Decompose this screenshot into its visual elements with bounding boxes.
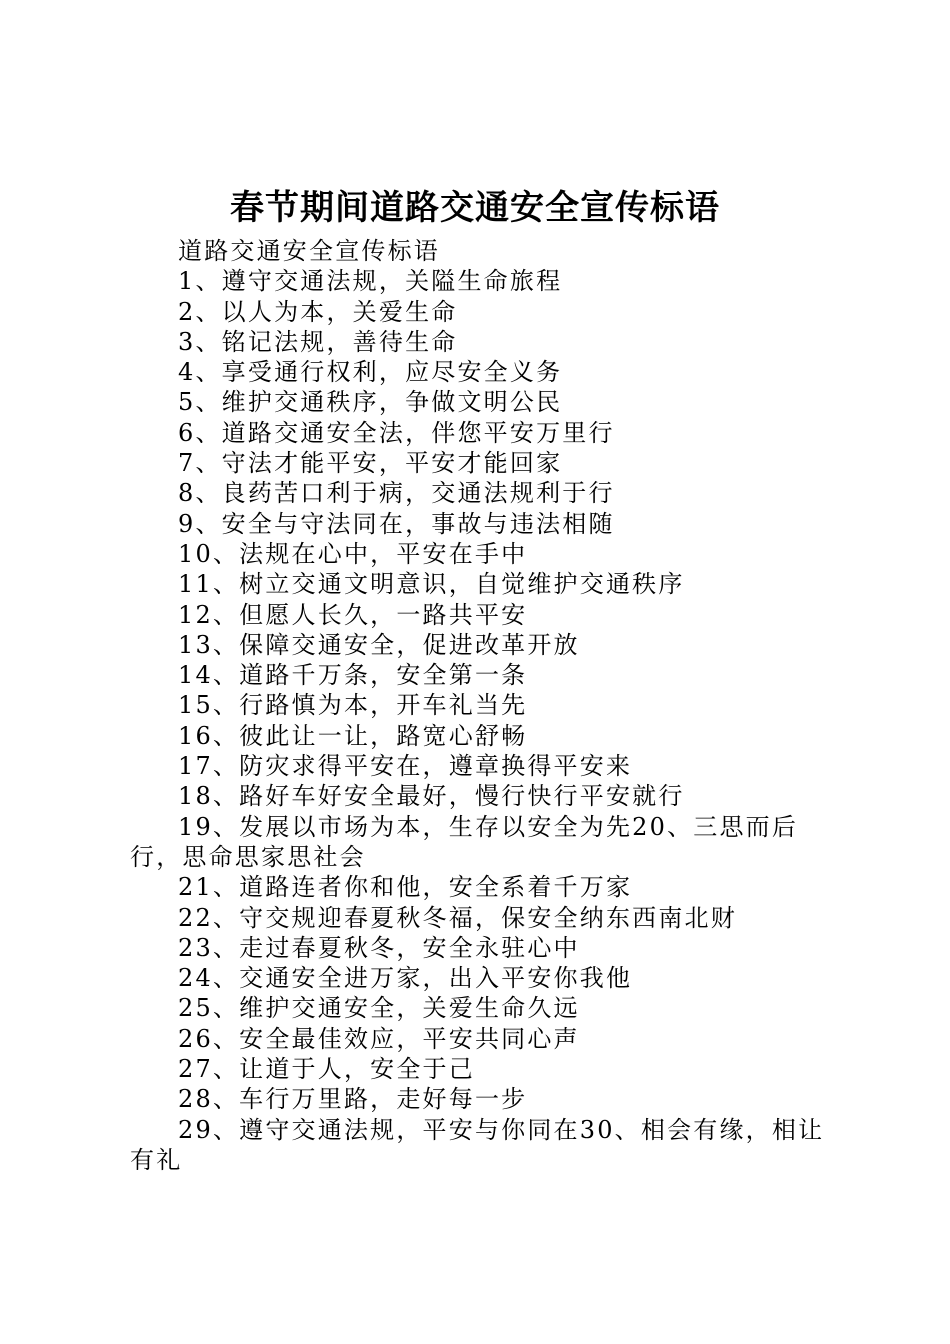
- slogan-25: 25、维护交通安全，关爱生命久远: [178, 994, 580, 1023]
- slogan-19-20: 19、发展以市场为本，生存以安全为先20、三思而后行，思命思家思社会: [130, 812, 799, 871]
- slogan-28: 28、车行万里路，走好每一步: [178, 1085, 528, 1114]
- slogan-23: 23、走过春夏秋冬，安全永驻心中: [178, 933, 580, 962]
- slogan-7: 7、守法才能平安，平安才能回家: [178, 449, 563, 478]
- slogan-13: 13、保障交通安全，促进改革开放: [178, 630, 580, 659]
- slogan-14: 14、道路千万条，安全第一条: [178, 661, 528, 690]
- paragraph-heading: 道路交通安全宣传标语: [178, 237, 440, 265]
- slogan-8: 8、良药苦口利于病，交通法规利于行: [178, 479, 615, 508]
- slogan-27: 27、让道于人，安全于己: [178, 1055, 475, 1084]
- document-body: [130, 236, 840, 1175]
- slogan-15: 15、行路慎为本，开车礼当先: [178, 691, 528, 720]
- slogan-29-30: 29、遵守交通法规，平安与你同在30、相会有缘，相让有礼: [130, 1115, 825, 1174]
- slogan-6: 6、道路交通安全法，伴您平安万里行: [178, 418, 615, 447]
- slogan-17: 17、防灾求得平安在，遵章换得平安来: [178, 752, 633, 781]
- slogan-11: 11、树立交通文明意识，自觉维护交通秩序: [178, 570, 685, 599]
- slogan-3: 3、铭记法规，善待生命: [178, 327, 458, 356]
- slogan-10: 10、法规在心中，平安在手中: [178, 539, 528, 568]
- slogan-24: 24、交通安全进万家，出入平安你我他: [178, 964, 633, 993]
- slogan-12: 12、但愿人长久，一路共平安: [178, 600, 528, 629]
- slogan-16: 16、彼此让一让，路宽心舒畅: [178, 721, 528, 750]
- slogan-18: 18、路好车好安全最好，慢行快行平安就行: [178, 782, 685, 811]
- slogan-2: 2、以人为本，关爱生命: [178, 297, 458, 326]
- slogan-21: 21、道路连者你和他，安全系着千万家: [178, 873, 633, 902]
- slogan-22: 22、守交规迎春夏秋冬福，保安全纳东西南北财: [178, 903, 737, 932]
- slogan-9: 9、安全与守法同在，事故与违法相随: [178, 509, 615, 538]
- slogan-26: 26、安全最佳效应，平安共同心声: [178, 1024, 580, 1053]
- slogan-5: 5、维护交通秩序，争做文明公民: [178, 388, 563, 417]
- slogan-1: 1、遵守交通法规，关隘生命旅程: [178, 267, 563, 296]
- document-title: 春节期间道路交通安全宣传标语: [230, 188, 720, 228]
- slogan-4: 4、享受通行权利，应尽安全义务: [178, 358, 563, 387]
